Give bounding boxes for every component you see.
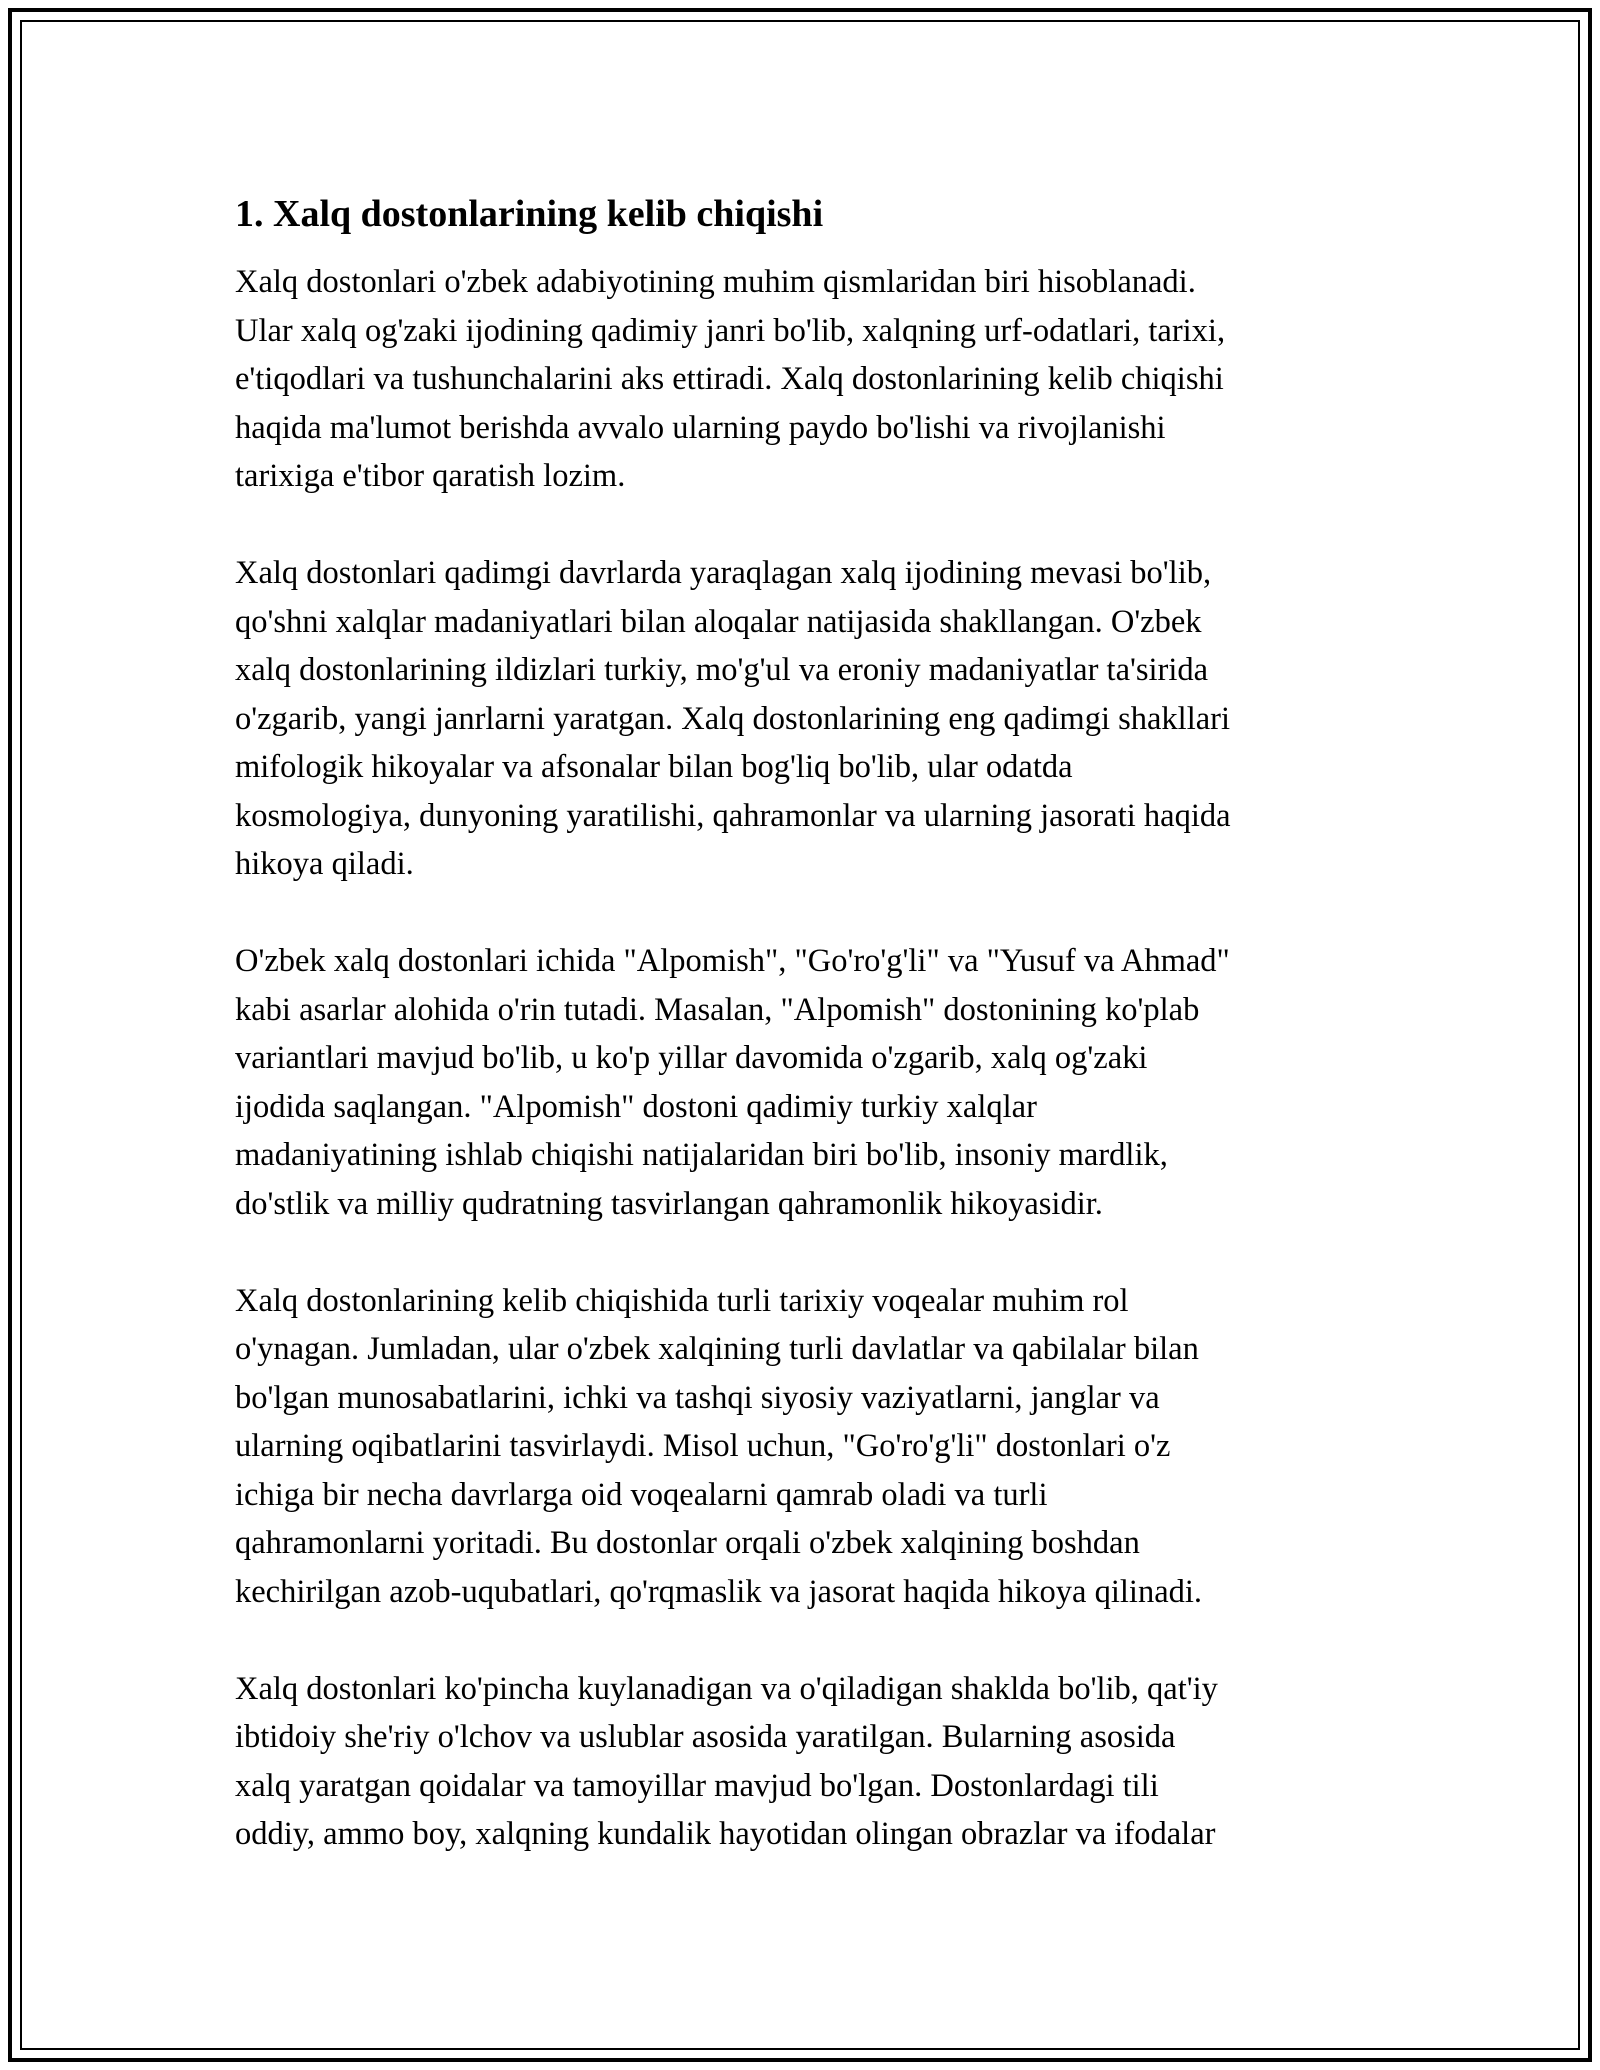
- text-line: ibtidoiy she'riy o'lchov va uslublar asosida yaratilgan. Bularning asosida: [235, 1719, 1176, 1755]
- text-line: ularning oqibatlarini tasvirlaydi. Misol uchun, "Go'ro'g'li" dostonlari o'z: [235, 1428, 1171, 1464]
- paragraph: [235, 1277, 1385, 1617]
- text-line: ijodida saqlangan. "Alpomish" dostoni qadimiy turkiy xalqlar: [235, 1088, 1037, 1125]
- text-line: do'stlik va milliy qudratning tasvirlangan qahramonlik hikoyasidir.: [235, 1185, 1103, 1222]
- text-line: e'tiqodlari va tushunchalarini aks ettiradi. Xalq dostonlarining kelib chiqishi: [235, 361, 1224, 397]
- text-line: kosmologiya, dunyoning yaratilishi, qahramonlar va ularning jasorati haqida: [235, 797, 1231, 834]
- paragraph: [235, 937, 1385, 1228]
- paragraph: [235, 258, 1385, 501]
- text-line: qahramonlarni yoritadi. Bu dostonlar orqali o'zbek xalqining boshdan: [235, 1525, 1140, 1561]
- text-line: Xalq dostonlarining kelib chiqishida turli tarixiy voqealar muhim rol: [235, 1282, 1129, 1319]
- text-line: Xalq dostonlari ko'pincha kuylanadigan va o'qiladigan shaklda bo'lib, qat'iy: [235, 1670, 1218, 1707]
- section-heading: 1. Xalq dostonlarining kelib chiqishi: [235, 193, 824, 235]
- text-line: madaniyatining ishlab chiqishi natijalaridan biri bo'lib, insoniy mardlik,: [235, 1137, 1168, 1173]
- text-line: o'zgarib, yangi janrlarni yaratgan. Xalq dostonlarining eng qadimgi shakllari: [235, 700, 1231, 737]
- text-line: oddiy, ammo boy, xalqning kundalik hayotidan olingan obrazlar va ifodalar: [235, 1816, 1216, 1852]
- text-line: O'zbek xalq dostonlari ichida "Alpomish", "Go'ro'g'li" va "Yusuf va Ahmad": [235, 943, 1230, 979]
- text-line: Ular xalq og'zaki ijodining qadimiy janri bo'lib, xalqning urf-odatlari, tarixi,: [235, 312, 1226, 349]
- paragraph-list: [235, 258, 1385, 1859]
- text-line: Xalq dostonlari qadimgi davrlarda yaraqlagan xalq ijodining mevasi bo'lib,: [235, 555, 1212, 591]
- text-line: kechirilgan azob-uqubatlari, qo'rqmaslik va jasorat haqida hikoya qilinadi.: [235, 1573, 1203, 1610]
- text-line: kabi asarlar alohida o'rin tutadi. Masalan, "Alpomish" dostonining ko'plab: [235, 991, 1200, 1028]
- text-line: hikoya qiladi.: [235, 846, 414, 882]
- text-line: Xalq dostonlari o'zbek adabiyotining muhim qismlaridan biri hisoblanadi.: [235, 264, 1196, 300]
- text-line: xalq yaratgan qoidalar va tamoyillar mavjud bo'lgan. Dostonlardagi tili: [235, 1767, 1159, 1804]
- text-line: haqida ma'lumot berishda avvalo ularning paydo bo'lishi va rivojlanishi: [235, 409, 1166, 446]
- text-line: variantlari mavjud bo'lib, u ko'p yillar davomida o'zgarib, xalq og'zaki: [235, 1040, 1148, 1076]
- text-line: mifologik hikoyalar va afsonalar bilan bog'liq bo'lib, ular odatda: [235, 749, 1073, 785]
- text-line: qo'shni xalqlar madaniyatlari bilan aloqalar natijasida shakllangan. O'zbek: [235, 603, 1202, 640]
- text-line: bo'lgan munosabatlarini, ichki va tashqi siyosiy vaziyatlarni, janglar va: [235, 1379, 1160, 1416]
- text-line: tarixiga e'tibor qaratish lozim.: [235, 458, 626, 494]
- paragraph: [235, 1665, 1385, 1859]
- text-line: ichiga bir necha davrlarga oid voqealarni qamrab oladi va turli: [235, 1476, 1048, 1513]
- document-body: [235, 186, 1385, 1859]
- paragraph: [235, 549, 1385, 889]
- text-line: o'ynagan. Jumladan, ular o'zbek xalqining turli davlatlar va qabilalar bilan: [235, 1331, 1199, 1367]
- text-line: xalq dostonlarining ildizlari turkiy, mo'g'ul va eroniy madaniyatlar ta'sirida: [235, 652, 1209, 688]
